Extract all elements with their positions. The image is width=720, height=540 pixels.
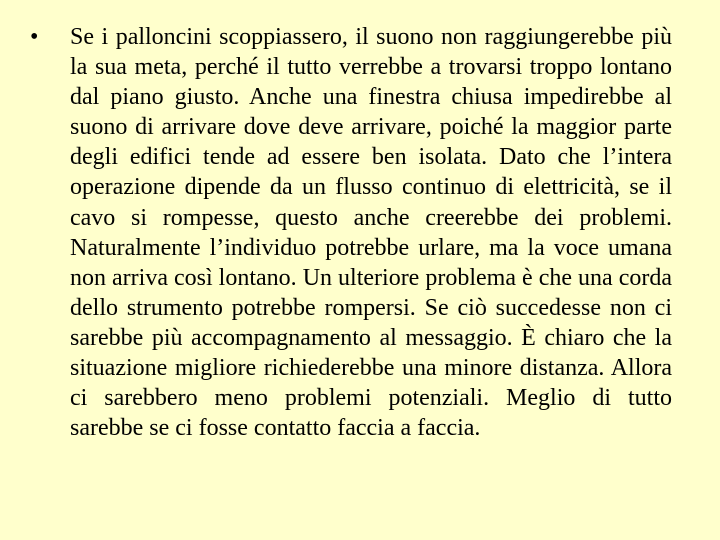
paragraph-text: Se i palloncini scoppiassero, il suono non raggiungerebbe più la sua meta, perché il tutto verrebbe a trovarsi troppo lontano dal piano giusto. Anche una finestra chiusa impedirebbe al suono di arrivare dove deve arrivare, poiché la maggior parte degli edifici tende ad essere ben isolata. Dato che l’intera operazione dipende da un flusso continuo di elettricità, se il cavo si rompesse, questo anche creerebbe dei problemi. Naturalmente l’individuo potrebbe urlare, ma la voce umana non arriva così lontano. Un ulteriore problema è che una corda dello strumento potrebbe rompersi. Se ciò succedesse non ci sarebbe più accompagnamento al messaggio. È chiaro che la situazione migliore richiederebbe una minore distanza. Allora ci sarebbero meno problemi potenziali. Meglio di tutto sarebbe se ci fosse contatto faccia a faccia. <box>70 24 672 442</box>
bullet-item <box>30 22 672 443</box>
bullet-icon: • <box>30 24 39 50</box>
bullet-list <box>30 22 672 443</box>
